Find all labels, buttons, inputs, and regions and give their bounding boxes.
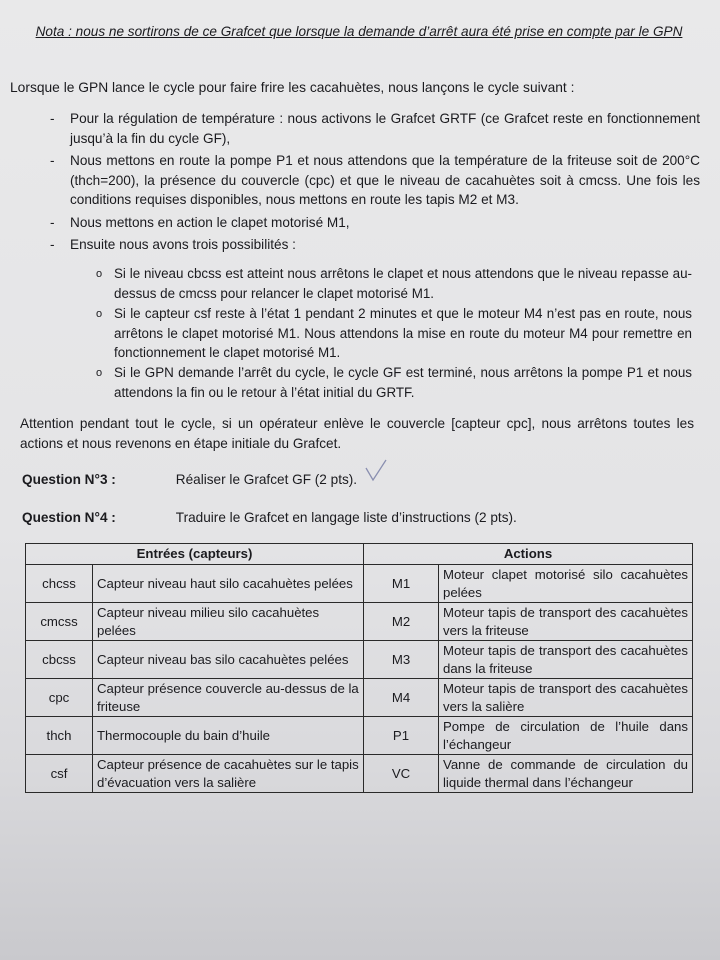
table-row bbox=[26, 755, 693, 793]
io-table bbox=[25, 543, 693, 793]
action-code: P1 bbox=[364, 717, 439, 755]
intro-text: Lorsque le GPN lance le cycle pour faire frire les cacahuètes, nous lançons le cycle suivant : bbox=[10, 80, 575, 95]
actions-header: Actions bbox=[364, 544, 693, 565]
action-code: M1 bbox=[364, 565, 439, 603]
action-desc: Moteur clapet motorisé silo cacahuètes pelées bbox=[439, 565, 693, 603]
input-desc: Capteur présence de cacahuètes sur le tapis d’évacuation vers la salière bbox=[93, 755, 364, 793]
table-header-row bbox=[26, 544, 693, 565]
table-row bbox=[26, 565, 693, 603]
question-label: Question N°3 : bbox=[22, 472, 116, 487]
input-desc: Capteur niveau bas silo cacahuètes pelées bbox=[93, 641, 364, 679]
action-desc: Vanne de commande de circulation du liquide thermal dans l’échangeur bbox=[439, 755, 693, 793]
input-code: csf bbox=[26, 755, 93, 793]
question-3 bbox=[22, 472, 357, 487]
action-code: VC bbox=[364, 755, 439, 793]
attention-paragraph: Attention pendant tout le cycle, si un opérateur enlève le couvercle [capteur cpc], nous arrêtons toutes les actions et nous revenons en étape initiale du Grafcet. bbox=[20, 416, 694, 451]
bullet-item: - Ensuite nous avons trois possibilités : bbox=[50, 235, 700, 255]
table-row bbox=[26, 641, 693, 679]
sub-bullet-item: o Si le GPN demande l’arrêt du cycle, le cycle GF est terminé, nous arrêtons la pompe P1 et nous attendons la fin ou le retour à l’état initial du GRTF. bbox=[96, 363, 692, 402]
nota-note: Nota : nous ne sortirons de ce Grafcet que lorsque la demande d’arrêt aura été prise en compte par le GPN bbox=[35, 24, 683, 39]
question-label: Question N°4 : bbox=[22, 510, 116, 525]
question-text: Réaliser le Grafcet GF (2 pts). bbox=[175, 472, 358, 487]
bullet-item: - Nous mettons en route la pompe P1 et nous attendons que la température de la friteuse soit de 200°C (thch=200), la présence du couvercle (cpc) et que le niveau de cacahuètes soit à cmcss. Une fois les conditions requises disponibles, nous mettons en route les tapis M2 et M3. bbox=[50, 151, 700, 210]
circle-bullet-icon: o bbox=[96, 367, 103, 379]
bullet-item: - Nous mettons en action le clapet motorisé M1, bbox=[50, 213, 700, 233]
input-code: cpc bbox=[26, 679, 93, 717]
action-code: M3 bbox=[364, 641, 439, 679]
sub-bullet-item: o Si le niveau cbcss est atteint nous arrêtons le clapet et nous attendons que le niveau repasse au-dessus de cmcss pour relancer le clapet motorisé M1. bbox=[96, 264, 692, 303]
sub-bullet-item: o Si le capteur csf reste à l’état 1 pendant 2 minutes et que le moteur M4 n’est pas en route, nous arrêtons le clapet motorisé M1. Nous attendons la mise en route du moteur M4 pour remettre en fonctionnement le clapet motorisé M1. bbox=[96, 304, 692, 363]
input-desc: Thermocouple du bain d’huile bbox=[93, 717, 364, 755]
table-row bbox=[26, 679, 693, 717]
dash-bullet-icon: - bbox=[50, 153, 55, 168]
checkmark-icon bbox=[364, 458, 388, 484]
dash-bullet-icon: - bbox=[50, 111, 55, 126]
input-code: chcss bbox=[26, 565, 93, 603]
question-4 bbox=[22, 510, 517, 525]
input-code: cbcss bbox=[26, 641, 93, 679]
action-code: M2 bbox=[364, 603, 439, 641]
dash-bullet-icon: - bbox=[50, 214, 55, 230]
inputs-header: Entrées (capteurs) bbox=[26, 544, 364, 565]
action-desc: Moteur tapis de transport des cacahuètes vers la friteuse bbox=[439, 603, 693, 641]
table-row bbox=[26, 717, 693, 755]
input-desc: Capteur présence couvercle au-dessus de la friteuse bbox=[93, 679, 364, 717]
bullet-list bbox=[50, 109, 700, 258]
circle-bullet-icon: o bbox=[96, 308, 103, 320]
input-desc: Capteur niveau milieu silo cacahuètes pelées bbox=[93, 603, 364, 641]
question-text: Traduire le Grafcet en langage liste d’instructions (2 pts). bbox=[175, 510, 517, 525]
action-desc: Moteur tapis de transport des cacahuètes dans la friteuse bbox=[439, 641, 693, 679]
input-desc: Capteur niveau haut silo cacahuètes pelées bbox=[93, 565, 364, 603]
input-code: cmcss bbox=[26, 603, 93, 641]
action-desc: Pompe de circulation de l’huile dans l’échangeur bbox=[439, 717, 693, 755]
circle-bullet-icon: o bbox=[96, 268, 103, 280]
dash-bullet-icon: - bbox=[50, 237, 55, 252]
table-row bbox=[26, 603, 693, 641]
input-code: thch bbox=[26, 717, 93, 755]
bullet-item: - Pour la régulation de température : nous activons le Grafcet GRTF (ce Grafcet reste en fonctionnement jusqu’à la fin du cycle GF), bbox=[50, 109, 700, 148]
action-desc: Moteur tapis de transport des cacahuètes vers la salière bbox=[439, 679, 693, 717]
action-code: M4 bbox=[364, 679, 439, 717]
